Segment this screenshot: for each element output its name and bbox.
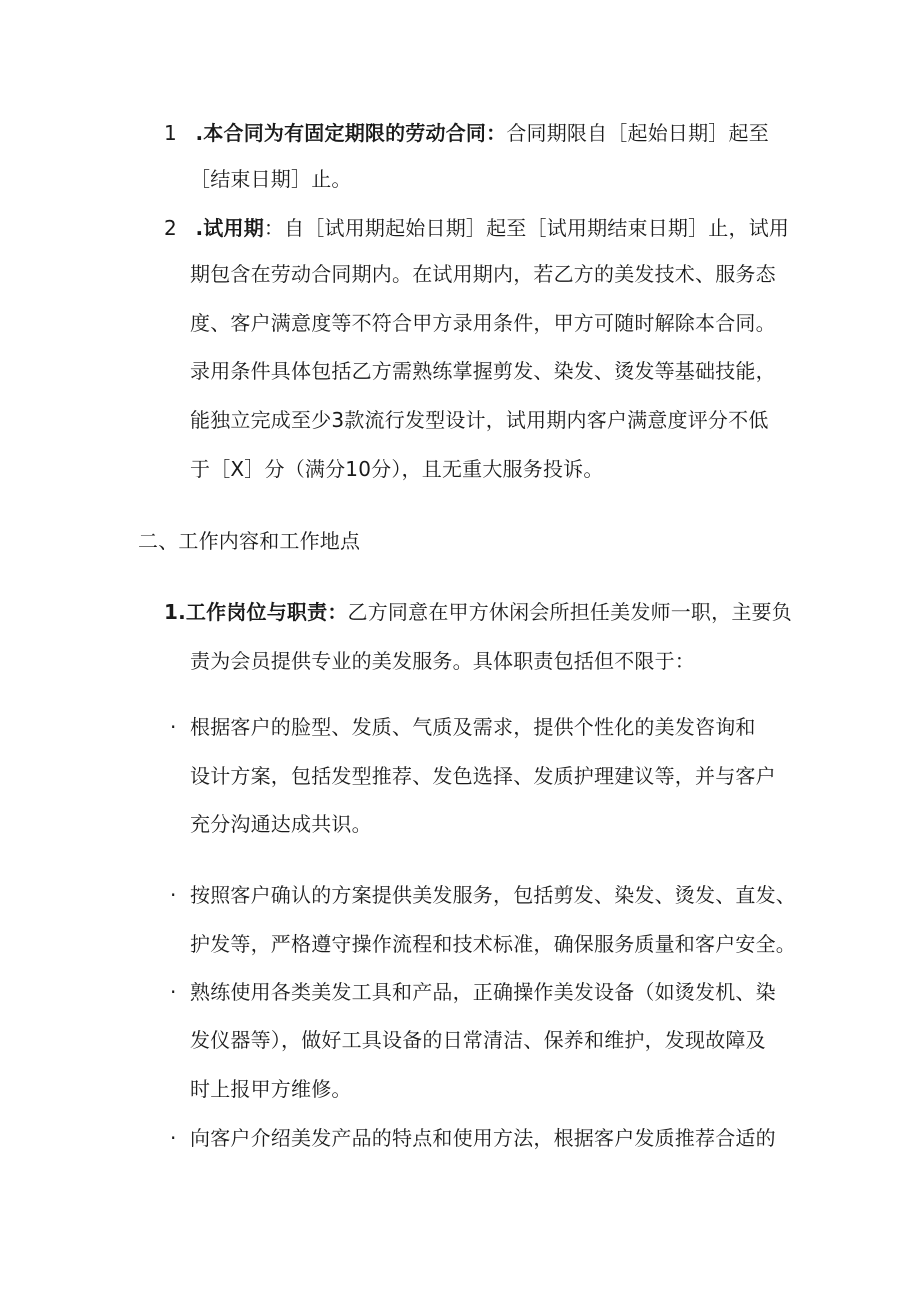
bullet-3-line-3: 时上报甲方维修。: [190, 1077, 352, 1101]
item-2-text: ：自［试用期起始日期］起至［试用期结束日期］止，试用: [263, 216, 790, 240]
bullet-1-line-2: 设计方案，包括发型推荐、发色选择、发质护理建议等，并与客户: [190, 764, 776, 788]
bullet-4-line-1: 向客户介绍美发产品的特点和使用方法，根据客户发质推荐合适的: [190, 1126, 776, 1150]
bullet-3-marker: ·: [170, 980, 177, 1004]
bullet-2-marker: ·: [170, 883, 177, 907]
bullet-4-marker: ·: [170, 1126, 177, 1150]
item-3-line-2: 责为会员提供专业的美发服务。具体职责包括但不限于：: [190, 649, 695, 673]
bullet-3-line-2: 发仪器等），做好工具设备的日常清洁、保养和维护，发现故障及: [190, 1028, 766, 1052]
item-2-line-4: 录用条件具体包括乙方需熟练掌握剪发、染发、烫发等基础技能，: [190, 359, 776, 383]
bullet-1-line-3: 充分沟通达成共识。: [190, 812, 372, 836]
item-2-line-3: 度、客户满意度等不符合甲方录用条件，甲方可随时解除本合同。: [190, 311, 776, 335]
item-3-line-1: [164, 598, 792, 626]
bullet-2-line-1: 按照客户确认的方案提供美发服务，包括剪发、染发、烫发、直发、: [190, 883, 796, 907]
item-1-line-2: ［结束日期］止。: [190, 167, 352, 191]
bullet-2-line-2: 护发等，严格遵守操作流程和技术标准，确保服务质量和客户安全。: [190, 932, 796, 956]
item-2-number: 2: [164, 216, 177, 240]
item-3-title: 1.工作岗位与职责：: [164, 600, 348, 624]
item-2-line-6: 于［X］分（满分10分），且无重大服务投诉。: [190, 457, 604, 481]
item-1-number: 1: [164, 121, 177, 145]
item-3-text: 乙方同意在甲方休闲会所担任美发师一职，主要负: [347, 600, 792, 624]
item-1-title: .本合同为有固定期限的劳动合同：: [195, 121, 507, 145]
bullet-3-line-1: 熟练使用各类美发工具和产品，正确操作美发设备（如烫发机、染: [190, 980, 776, 1004]
bullet-1-marker: ·: [170, 715, 177, 739]
section-2-heading: 二、工作内容和工作地点: [138, 529, 361, 553]
item-2-line-2: 期包含在劳动合同期内。在试用期内，若乙方的美发技术、服务态: [190, 262, 776, 286]
item-2-line-1: [164, 214, 789, 242]
item-2-line-5: 能独立完成至少3款流行发型设计，试用期内客户满意度评分不低: [190, 408, 769, 432]
item-2-title: .试用期: [195, 216, 264, 240]
item-1-line-1: [164, 119, 769, 147]
bullet-1-line-1: 根据客户的脸型、发质、气质及需求，提供个性化的美发咨询和: [190, 715, 756, 739]
item-1-text: 合同期限自［起始日期］起至: [506, 121, 769, 145]
